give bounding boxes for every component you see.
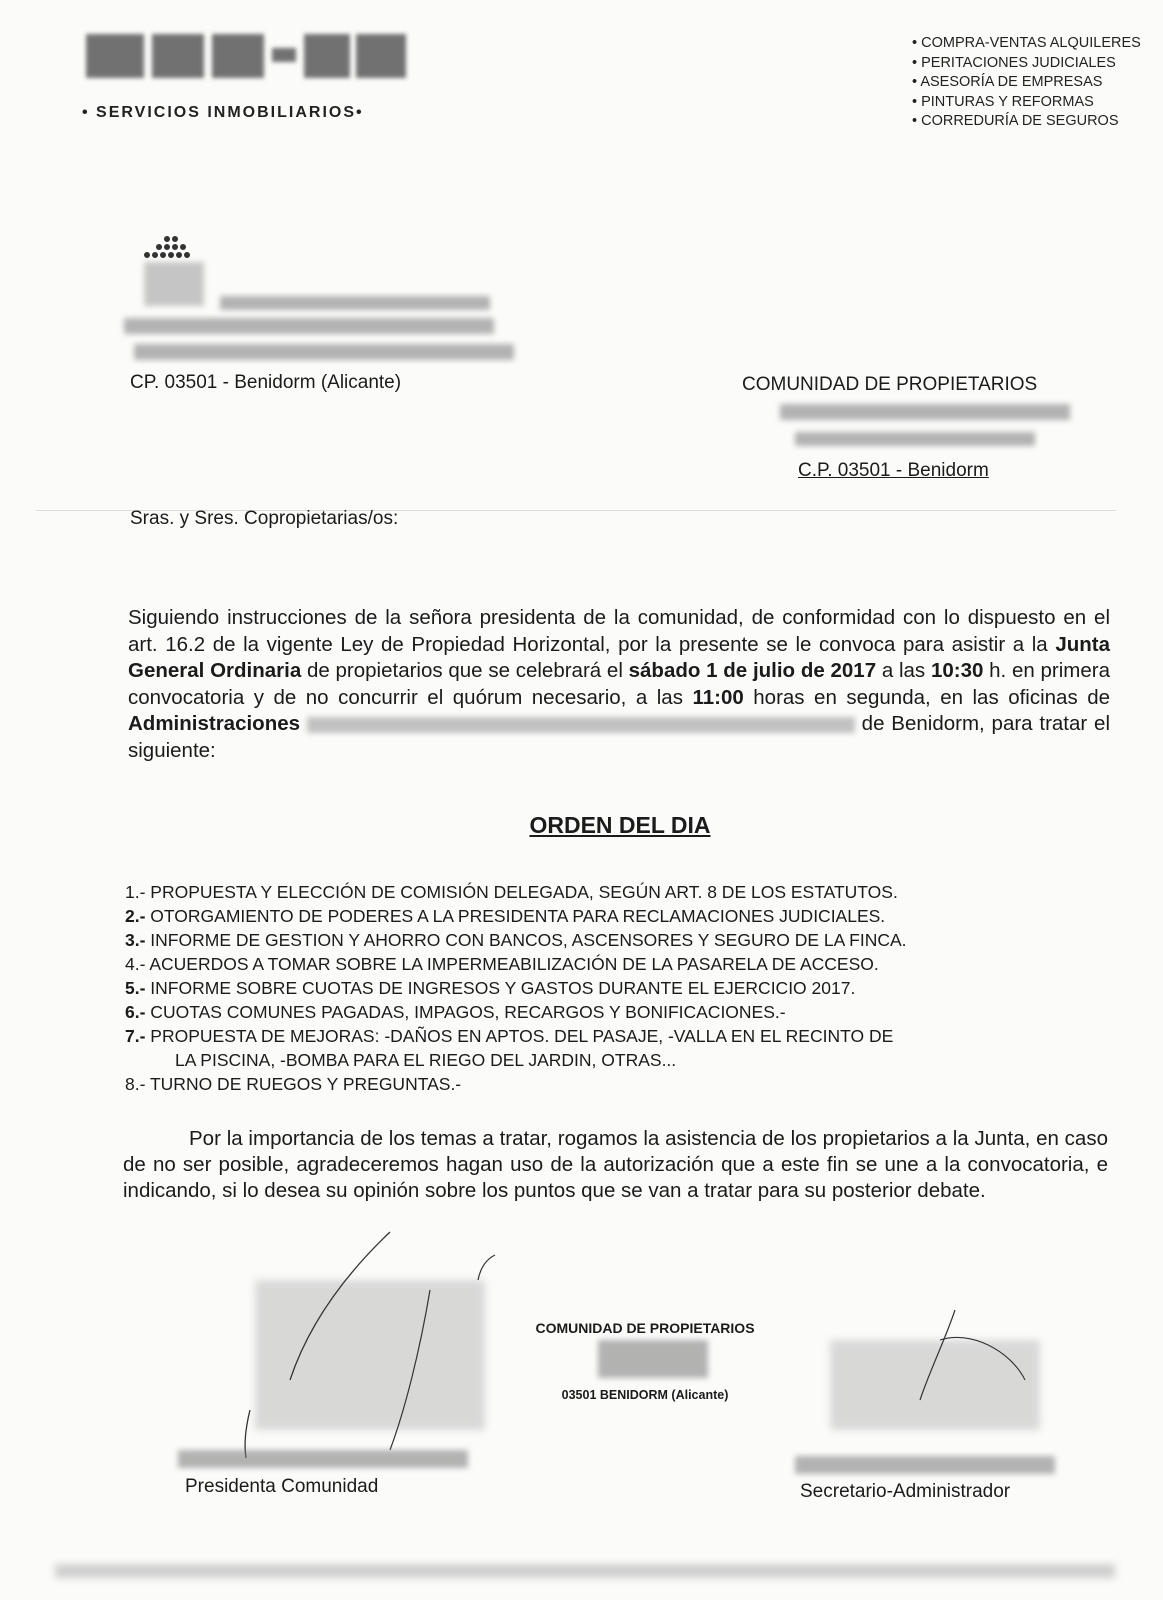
agenda-item: [125, 880, 1085, 904]
second-call-time: 11:00: [692, 685, 744, 709]
body-text: Siguiendo instrucciones de la señora presidenta de la comunidad, de conformidad con lo dispuesto en el art. 16.2 de la vigente Ley de Propiedad Horizontal, por la presente se le convoca para asistir a la: [128, 606, 1110, 656]
services-list: [912, 34, 1141, 132]
service-item: • CORREDURÍA DE SEGUROS: [912, 112, 1141, 132]
agenda-text: CUOTAS COMUNES PAGADAS, IMPAGOS, RECARGOS Y BONIFICACIONES.-: [145, 1002, 786, 1022]
meeting-date: sábado 1 de julio de 2017: [628, 659, 877, 682]
agenda-text: INFORME DE GESTION Y AHORRO CON BANCOS, ASCENSORES Y SEGURO DE LA FINCA.: [145, 930, 907, 950]
recipient-title: COMUNIDAD DE PROPIETARIOS: [742, 374, 1038, 395]
redacted-sender-name: [220, 296, 490, 310]
meeting-type: Junta General Ordinaria: [128, 632, 1110, 682]
recipient-postal-code: C.P. 03501 - Benidorm: [798, 460, 989, 481]
agenda-item: [125, 952, 1085, 976]
redacted-president-name: [178, 1450, 468, 1468]
salutation: Sras. y Sres. Copropietarias/os:: [130, 508, 399, 529]
agenda-item: [125, 1000, 1085, 1024]
sender-postal-code: CP. 03501 - Benidorm (Alicante): [130, 372, 402, 393]
agenda-number: 1.-: [125, 882, 146, 902]
company-tagline: • SERVICIOS INMOBILIARIOS•: [82, 104, 364, 121]
agenda-text: PROPUESTA DE MEJORAS: -DAÑOS EN APTOS. DEL PASAJE, -VALLA EN EL RECINTO DE: [145, 1026, 894, 1046]
left-signature-strokes: [230, 1230, 530, 1460]
secretary-signature-label: Secretario-Administrador: [800, 1481, 1011, 1502]
redacted-footer-band: [55, 1564, 1115, 1578]
body-text: de propietarios que se celebrará el: [301, 659, 629, 682]
service-item: • PERITACIONES JUDICIALES: [912, 54, 1141, 74]
agenda-text: PROPUESTA Y ELECCIÓN DE COMISIÓN DELEGADA, SEGÚN ART. 8 DE LOS ESTATUTOS.: [145, 882, 898, 902]
first-call-time: 10:30: [930, 659, 984, 682]
agenda-text: OTORGAMIENTO DE PODERES A LA PRESIDENTA PARA RECLAMACIONES JUDICIALES.: [145, 906, 886, 926]
redacted-recipient-street: [795, 432, 1035, 446]
agenda-item-continuation: LA PISCINA, -BOMBA PARA EL RIEGO DEL JARDIN, OTRAS...: [175, 1050, 677, 1070]
agenda-list: [125, 880, 1085, 1096]
body-text: a las: [876, 659, 931, 682]
agenda-text: ACUERDOS A TOMAR SOBRE LA IMPERMEABILIZACIÓN DE LA PASARELA DE ACCESO.: [145, 954, 879, 974]
agenda-item: [125, 1024, 1085, 1048]
agenda-number: 5.-: [125, 978, 146, 998]
service-item: • PINTURAS Y REFORMAS: [912, 93, 1141, 113]
agenda-text: INFORME SOBRE CUOTAS DE INGRESOS Y GASTOS DURANTE EL EJERCICIO 2017.: [145, 978, 856, 998]
body-text: horas en segunda, en las oficinas de: [743, 685, 1110, 709]
agenda-item: [125, 976, 1085, 1000]
stamp-title: COMUNIDAD DE PROPIETARIOS: [535, 1320, 755, 1336]
service-item: • COMPRA-VENTAS ALQUILERES: [912, 34, 1141, 54]
redacted-stamp-name: [598, 1340, 708, 1378]
closing-paragraph: Por la importancia de los temas a tratar, rogamos la asistencia de los propietarios a la Junta, en caso de no ser posible, agradeceremos hagan uso de la autorización que a este fin se une a la convocatoria, e indicando, si lo desea su opinión sobre los puntos que se van a tratar para su posterior debate.: [123, 1127, 1108, 1202]
agenda-number: 4.-: [125, 954, 146, 974]
agenda-text: TURNO DE RUEGOS Y PREGUNTAS.-: [145, 1074, 462, 1094]
company-logo: [86, 30, 406, 92]
agenda-title: ORDEN DEL DIA: [529, 812, 711, 838]
redacted-office-address: [307, 717, 855, 733]
agency-emblem-icon: [140, 236, 210, 316]
office-name: Administraciones: [128, 712, 301, 735]
agenda-item: [125, 928, 1085, 952]
redacted-secretary-name: [795, 1456, 1055, 1474]
stamp-city: 03501 BENIDORM (Alicante): [561, 1388, 729, 1402]
agenda-number: 7.-: [125, 1026, 146, 1046]
body-text: h. en primera convocatoria y de no concurrir el quórum necesario, a las: [128, 659, 1110, 709]
agenda-item: [125, 1072, 1085, 1096]
redacted-sender-line: [124, 318, 494, 334]
agenda-item: [125, 904, 1085, 928]
redacted-sender-line: [134, 344, 514, 360]
president-signature-label: Presidenta Comunidad: [185, 1476, 379, 1497]
service-item: • ASESORÍA DE EMPRESAS: [912, 73, 1141, 93]
body-text: de Benidorm, para tratar el siguiente:: [128, 712, 1111, 762]
agenda-number: 2.-: [125, 906, 146, 926]
agenda-number: 8.-: [125, 1074, 146, 1094]
convocation-paragraph: [128, 605, 1110, 764]
agenda-number: 6.-: [125, 1002, 146, 1022]
right-signature-strokes: [900, 1310, 1040, 1410]
redacted-recipient-name: [780, 404, 1070, 420]
agenda-number: 3.-: [125, 930, 146, 950]
